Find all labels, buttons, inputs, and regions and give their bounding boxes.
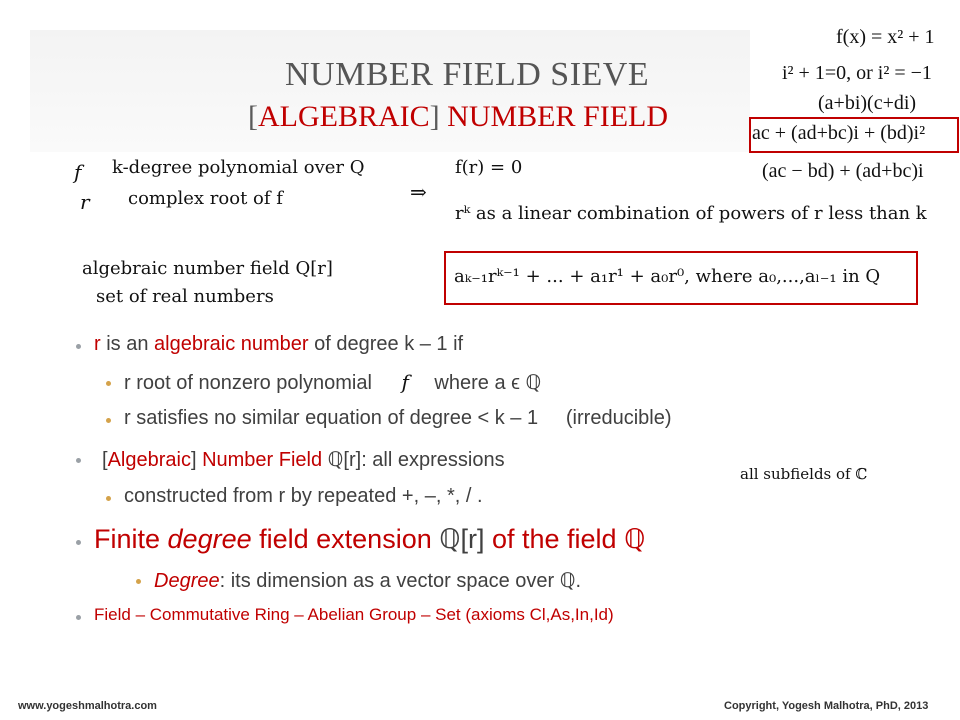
bullet1-rest: of degree k – 1 if xyxy=(308,333,464,355)
slide-subtitle xyxy=(248,100,668,134)
bullet-dot xyxy=(106,496,111,501)
bullet1-is: is an xyxy=(100,333,155,355)
bullet-constructed: constructed from r by repeated +, –, *, / . xyxy=(124,485,483,507)
rk-statement: rᵏ as a linear combination of powers of r less than k xyxy=(455,203,927,224)
bullet-dot xyxy=(106,381,111,386)
subtitle-algebraic: ALGEBRAIC xyxy=(258,100,430,133)
bullet3-qr: ℚ[r] xyxy=(439,524,485,554)
eq-i-squared: i² + 1=0, or i² = −1 xyxy=(782,62,932,84)
bullet1a-pre: r root of nonzero polynomial xyxy=(124,372,378,394)
bullet-number-field xyxy=(102,447,505,472)
subfields-note: all subfields of ℂ xyxy=(740,465,868,483)
bullet-root-polynomial xyxy=(124,370,541,395)
symbol-f: f xyxy=(74,160,82,184)
r-definition: complex root of f xyxy=(128,188,283,209)
bullet-dot xyxy=(106,418,111,423)
footer-website: www.yogeshmalhotra.com xyxy=(18,700,157,712)
bullet1a-f: f xyxy=(401,370,409,394)
bullet-algebraic-number xyxy=(94,333,463,356)
bullet3-mid: field extension xyxy=(251,524,440,554)
eq-expanded: ac + (ad+bc)i + (bd)i² xyxy=(752,122,926,144)
reals-definition: set of real numbers xyxy=(96,286,274,307)
bullet1a-post: where a ϵ ℚ xyxy=(428,372,542,394)
bullet1-algebraic-number: algebraic number xyxy=(154,333,309,355)
bullet-dot xyxy=(76,344,81,349)
bullet-dot xyxy=(76,540,81,545)
subtitle-bracket-close: ] xyxy=(429,100,440,133)
bullet-dot xyxy=(76,458,81,463)
bullet2-qr: ℚ[r] xyxy=(327,449,362,471)
slide-title: NUMBER FIELD SIEVE xyxy=(285,56,650,93)
footer-copyright: Copyright, Yogesh Malhotra, PhD, 2013 xyxy=(724,700,929,712)
bullet-field-hierarchy: Field – Commutative Ring – Abelian Group – Set (axioms Cl,As,In,Id) xyxy=(94,605,614,624)
implies-arrow: ⇒ xyxy=(410,180,427,204)
bullet3-post: of the field ℚ xyxy=(484,524,646,554)
bullet1-r: r xyxy=(94,333,101,355)
bullet2-open: [ xyxy=(102,449,108,471)
bullet-dot xyxy=(76,615,81,620)
bullet-finite-degree xyxy=(94,524,645,555)
bullet2-rest: : all expressions xyxy=(361,449,505,471)
bullet3a-degree: Degree xyxy=(154,570,220,592)
bullet2-algebraic: Algebraic xyxy=(107,449,191,471)
bullet3-degree: degree xyxy=(167,524,252,554)
bullet3-pre: Finite xyxy=(94,524,168,554)
bullet2-close: ] xyxy=(190,449,197,471)
bullet-irreducible: r satisfies no similar equation of degree < k – 1 (irreducible) xyxy=(124,407,672,429)
bullet2-number-field: Number Field xyxy=(196,449,328,471)
eq-simplified: (ac − bd) + (ad+bc)i xyxy=(762,160,924,182)
bullet3a-rest: : its dimension as a vector space over ℚ. xyxy=(219,570,582,592)
fr-equation: f(r) = 0 xyxy=(455,157,523,178)
field-definition: algebraic number field Q[r] xyxy=(82,258,333,279)
bullet-dot xyxy=(136,579,141,584)
subtitle-bracket-open: [ xyxy=(248,100,258,133)
bullet-degree-definition xyxy=(154,568,581,593)
subtitle-number-field: NUMBER FIELD xyxy=(439,100,669,133)
symbol-r: r xyxy=(80,190,90,214)
f-definition: k-degree polynomial over Q xyxy=(112,157,365,178)
eq-product: (a+bi)(c+di) xyxy=(818,92,917,114)
linear-combination: aₖ₋₁rᵏ⁻¹ + ... + a₁r¹ + a₀r⁰, where a₀,...,aₗ₋₁ in Q xyxy=(454,266,881,287)
eq-fx: f(x) = x² + 1 xyxy=(836,26,935,48)
